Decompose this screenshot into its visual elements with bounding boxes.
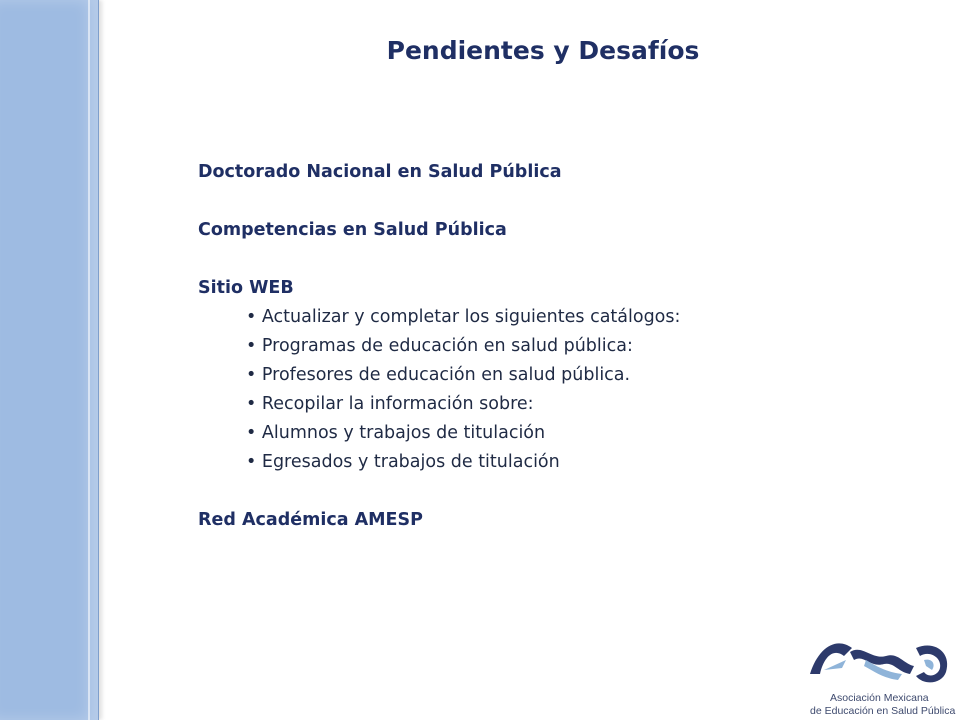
logo-accent-right [924,660,934,670]
logo-arch-left [810,643,852,674]
sidebar-decoration [0,0,99,720]
logo-text-line2: de Educación en Salud Pública [810,705,956,717]
amesp-logo [806,630,956,718]
sitio-web-bullet-list [198,303,918,477]
bullet-item: • Profesores de educación en salud pública. [246,361,918,390]
bullet-item: • Egresados y trabajos de titulación [246,448,918,477]
slide-content [198,158,918,535]
spacer [198,477,918,506]
section-heading-red-academica: Red Académica AMESP [198,510,423,530]
section-heading-competencias: Competencias en Salud Pública [198,220,507,240]
spacer [198,245,918,274]
slide-title: Pendientes y Desafíos [386,36,700,65]
spacer [198,187,918,216]
amesp-logo-mark [806,630,956,690]
logo-text-line1: Asociación Mexicana [830,692,929,704]
bullet-item: • Programas de educación en salud pública: [246,332,918,361]
section-heading-sitio-web: Sitio WEB [198,278,294,298]
logo-accent-left [824,660,846,670]
section-heading-doctorado: Doctorado Nacional en Salud Pública [198,162,562,182]
bullet-item: • Recopilar la información sobre: [246,390,918,419]
bullet-item: • Alumnos y trabajos de titulación [246,419,918,448]
bullet-item: • Actualizar y completar los siguientes catálogos: [246,303,918,332]
